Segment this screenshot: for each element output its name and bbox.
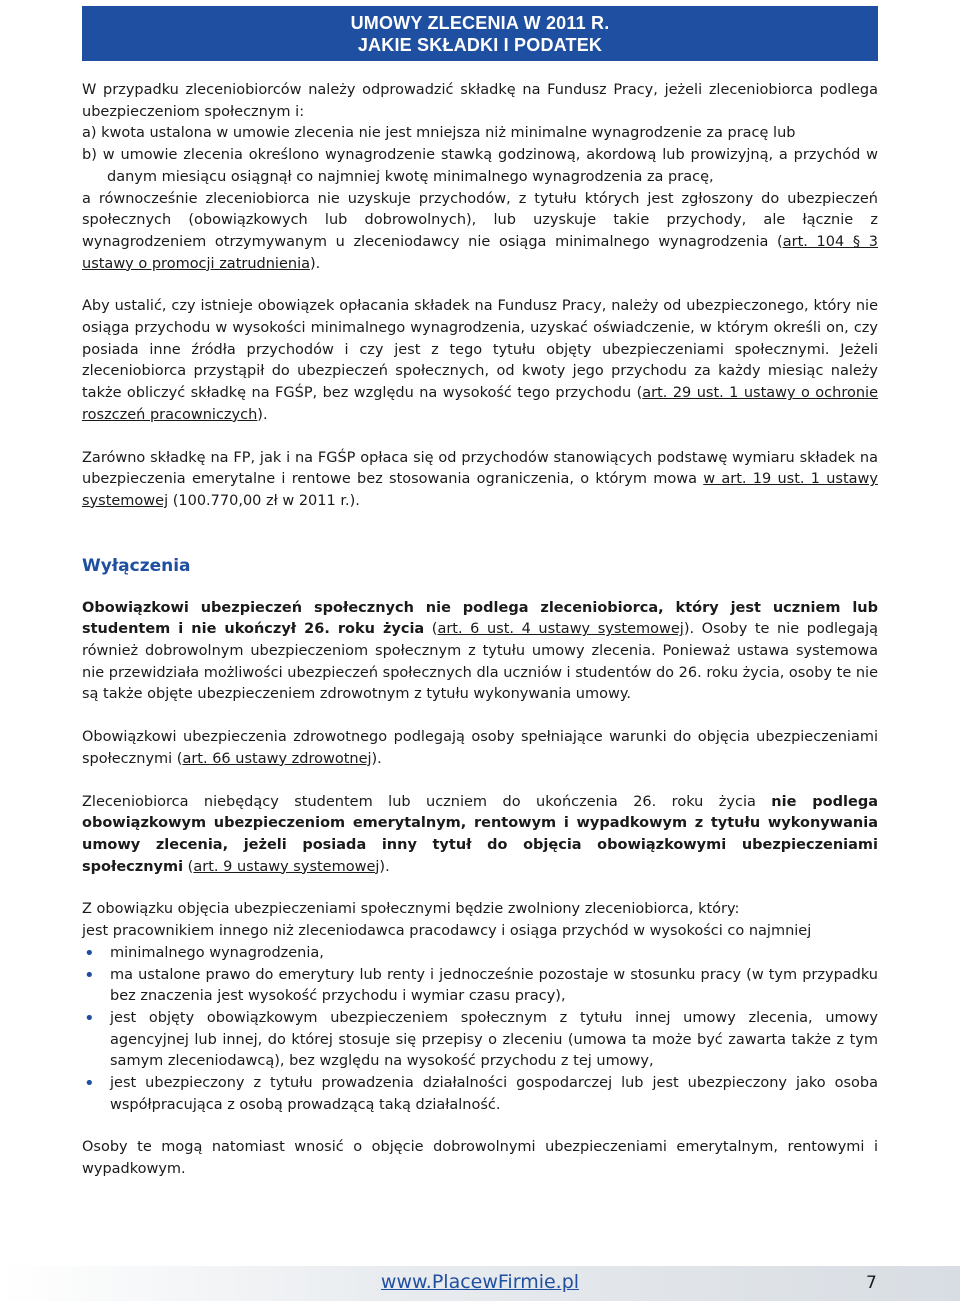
law-link-art-19[interactable]: w art. 19 ust. 1 ustawy systemowej: [82, 471, 878, 509]
footer-website-link[interactable]: www.PlacewFirmie.pl: [380, 1271, 580, 1293]
law-link-art-9[interactable]: art. 9 ustawy systemowej: [193, 858, 380, 875]
law-link-art-6[interactable]: art. 6 ust. 4 ustawy systemowej: [437, 621, 684, 638]
condition-b: b) w umowie zlecenia określono wynagrodzenie stawką godzinową, akordową lub prowizyjną, a przychód w danym miesiącu osiągnął co najmniej kwotę minimalnego wynagrodzenia za pracę,: [82, 147, 878, 185]
law-link-art-104[interactable]: art. 104 § 3 ustawy o promocji zatrudnienia: [82, 233, 878, 272]
page-number: 7: [866, 1273, 877, 1293]
paragraph-fp-intro: W przypadku zleceniobiorców należy odprowadzić składkę na Fundusz Pracy, jeżeli zleceniobiorca podlega ubezpieczeniom społecznym i:: [82, 82, 878, 120]
paragraph-non-student: Zleceniobiorca niebędący studentem lub uczniem do ukończenia 26. roku życia nie podlega obowiązkowym ubezpieczeniom emerytalnym, rentowym i wypadkowym z tytułu wykonywania umowy zlecenia, jeżeli posiada inny tytuł do objęcia obowiązkowymi ubezpieczeniami społecznymi (art. 9 ustawy systemowej).: [82, 793, 878, 875]
paragraph-base: Zarówno składkę na FP, jak i na FGŚP opłaca się od przychodów stanowiących podstawę wymiaru składek na ubezpieczenia emerytalne i rentowe bez stosowania ograniczenia, o którym mowa w art. 19 ust. 1 ustawy systemowej (100.770,00 zł w 2011 r.).: [82, 449, 878, 509]
law-link-art-29[interactable]: art. 29 ust. 1 ustawy o ochronie roszczeń pracowniczych: [82, 385, 878, 423]
law-link-art-66[interactable]: art. 66 ustawy zdrowotnej: [182, 750, 372, 767]
list-item: • jest ubezpieczony z tytułu prowadzenia działalności gospodarczej lub jest ubezpieczony jako osoba współpracująca z osobą prowadzącą taką działalność.: [82, 1073, 878, 1116]
paragraph-fp-body: a równocześnie zleceniobiorca nie uzyskuje przychodów, z tytułu których jest zgłoszony do ubezpieczeń społecznych (obowiązkowych lub dobrowolnych), lub uzyskuje takie przychody, ale łącznie z wynagrodzeniem otrzymywanym u zleceniodawcy nie osiąga minimalnego wynagrodzenia (art. 104 § 3 ustawy o promocji zatrudnienia).: [82, 190, 878, 272]
header-title-line2: JAKIE SKŁADKI I PODATEK: [357, 35, 603, 55]
list-item: • minimalnego wynagrodzenia,: [82, 943, 878, 965]
list-item: • ma ustalone prawo do emerytury lub renty i jednocześnie pozostaje w stosunku pracy (w tym przypadku bez znaczenia jest wysokość przychodu i wymiar czasu pracy),: [82, 965, 878, 1008]
list-item: • jest objęty obowiązkowym ubezpieczeniem społecznym z tytułu innej umowy zlecenia, umowy agencyjnej lub innej, do której stosuje się przepisy o zleceniu (umowa ta może być zawarta także z tym samym zleceniodawcą), bez względu na wysokość przychodu z tej umowy,: [82, 1008, 878, 1073]
paragraph-students: Obowiązkowi ubezpieczeń społecznych nie podlega zleceniobiorca, który jest uczniem lub studentem i nie ukończył 26. roku życia (art. 6 ust. 4 ustawy systemowej). Osoby te nie podlegają również dobrowolnym ubezpieczeniom społecznym z tytułu umowy zlecenia. Ponieważ ustawa systemowa nie przewidziała możliwości ubezpieczeń społecznych dla uczniów i studentów do 26. roku życia, osoby te nie są także objęte ubezpieczeniem zdrowotnym z tytułu wykonywania umowy.: [82, 599, 878, 703]
paragraph-voluntary: Osoby te mogą natomiast wnosić o objęcie dobrowolnymi ubezpieczeniami emerytalnym, rentowymi i wypadkowym.: [82, 1139, 878, 1178]
exemption-list: [82, 943, 878, 1117]
article-body: [82, 80, 878, 1181]
paragraph-health: Obowiązkowi ubezpieczenia zdrowotnego podlegają osoby spełniające warunki do objęcia ubezpieczeniami społecznymi (art. 66 ustawy zdrowotnej).: [82, 729, 878, 767]
page-header-banner: [82, 6, 878, 61]
section-title-exclusions: Wyłączenia: [82, 555, 191, 576]
paragraph-fgsp: Aby ustalić, czy istnieje obowiązek opłacania składek na Fundusz Pracy, należy od ubezpieczonego, który nie osiąga przychodu w wysokości minimalnego wynagrodzenia, uzyskać oświadczenie, w którym określi on, czy posiada inne źródła przychodów i czy jest z tego tytułu objęty ubezpieczeniami społecznymi. Jeżeli zleceniobiorca przystąpił do ubezpieczeń społecznych, od kwoty jego przychodu za każdy miesiąc należy także obliczyć składkę na FGŚP, bez względu na wysokość tego przychodu (art. 29 ust. 1 ustawy o ochronie roszczeń pracowniczych).: [82, 298, 878, 423]
paragraph-exemption-intro: Z obowiązku objęcia ubezpieczeniami społecznymi będzie zwolniony zleceniobiorca, który:: [82, 901, 740, 918]
header-title-line1: UMOWY ZLECENIA W 2011 R.: [350, 13, 610, 33]
paragraph-exemption-line: jest pracownikiem innego niż zleceniodawca pracodawcy i osiąga przychód w wysokości co najmniej: [82, 923, 812, 940]
condition-a: a) kwota ustalona w umowie zlecenia nie jest mniejsza niż minimalne wynagrodzenie za pracę lub: [82, 125, 796, 142]
